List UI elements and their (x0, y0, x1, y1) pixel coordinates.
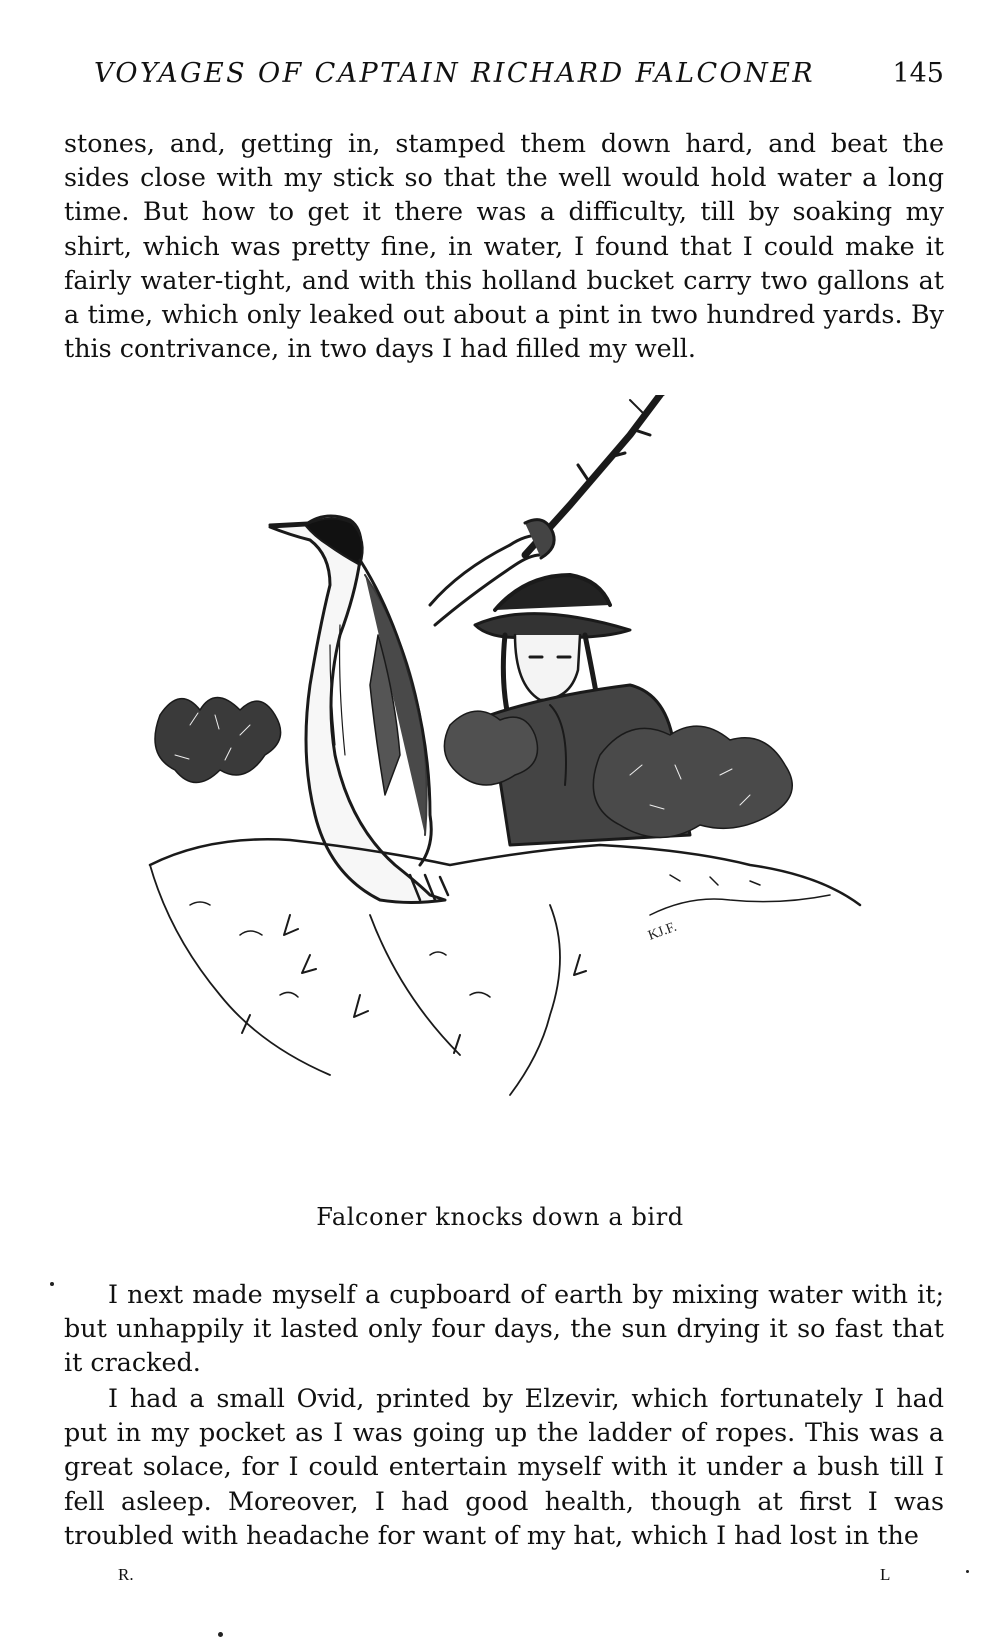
body-paragraph-cupboard: I next made myself a cupboard of earth by mixing water with it; but unhappily it lasted only four days, the sun drying it so fast that it cracked. (64, 1279, 944, 1378)
illustration-caption: Falconer knocks down a bird (316, 1203, 684, 1231)
body-paragraph-ovid: I had a small Ovid, printed by Elzevir, which fortunately I had put in my pocket as I was going up the ladder of ropes. This was a great solace, for I could entertain myself with it under a bush till I fell asleep. Moreover, I had good health, though at first I was troubled with headache for want of my hat, which I had lost in the (64, 1383, 944, 1550)
signature-mark-right: L (880, 1565, 891, 1584)
running-title: VOYAGES OF CAPTAIN RICHARD FALCONER (94, 58, 815, 89)
signature-mark-left: R. (118, 1565, 134, 1584)
ink-speck (218, 1632, 223, 1637)
ink-speck (50, 1282, 54, 1286)
illustration-penguin-and-falconer (130, 395, 890, 1175)
artist-monogram: KJ.F. (646, 919, 679, 944)
ink-speck (966, 1570, 969, 1573)
running-header (64, 58, 944, 98)
body-paragraph-top: stones, and, getting in, stamped them down hard, and beat the sides close with my stick so that the well would hold water a long time. But how to get it there was a difficulty, till by soaking my shirt, which was pretty fine, in water, I found that I could make it fairly water-tight, and with this holland bucket carry two gallons at a time, which only leaked out about a pint in two hundred yards. By this contrivance, in two days I had filled my well. (64, 128, 944, 364)
page-number: 145 (892, 58, 944, 89)
